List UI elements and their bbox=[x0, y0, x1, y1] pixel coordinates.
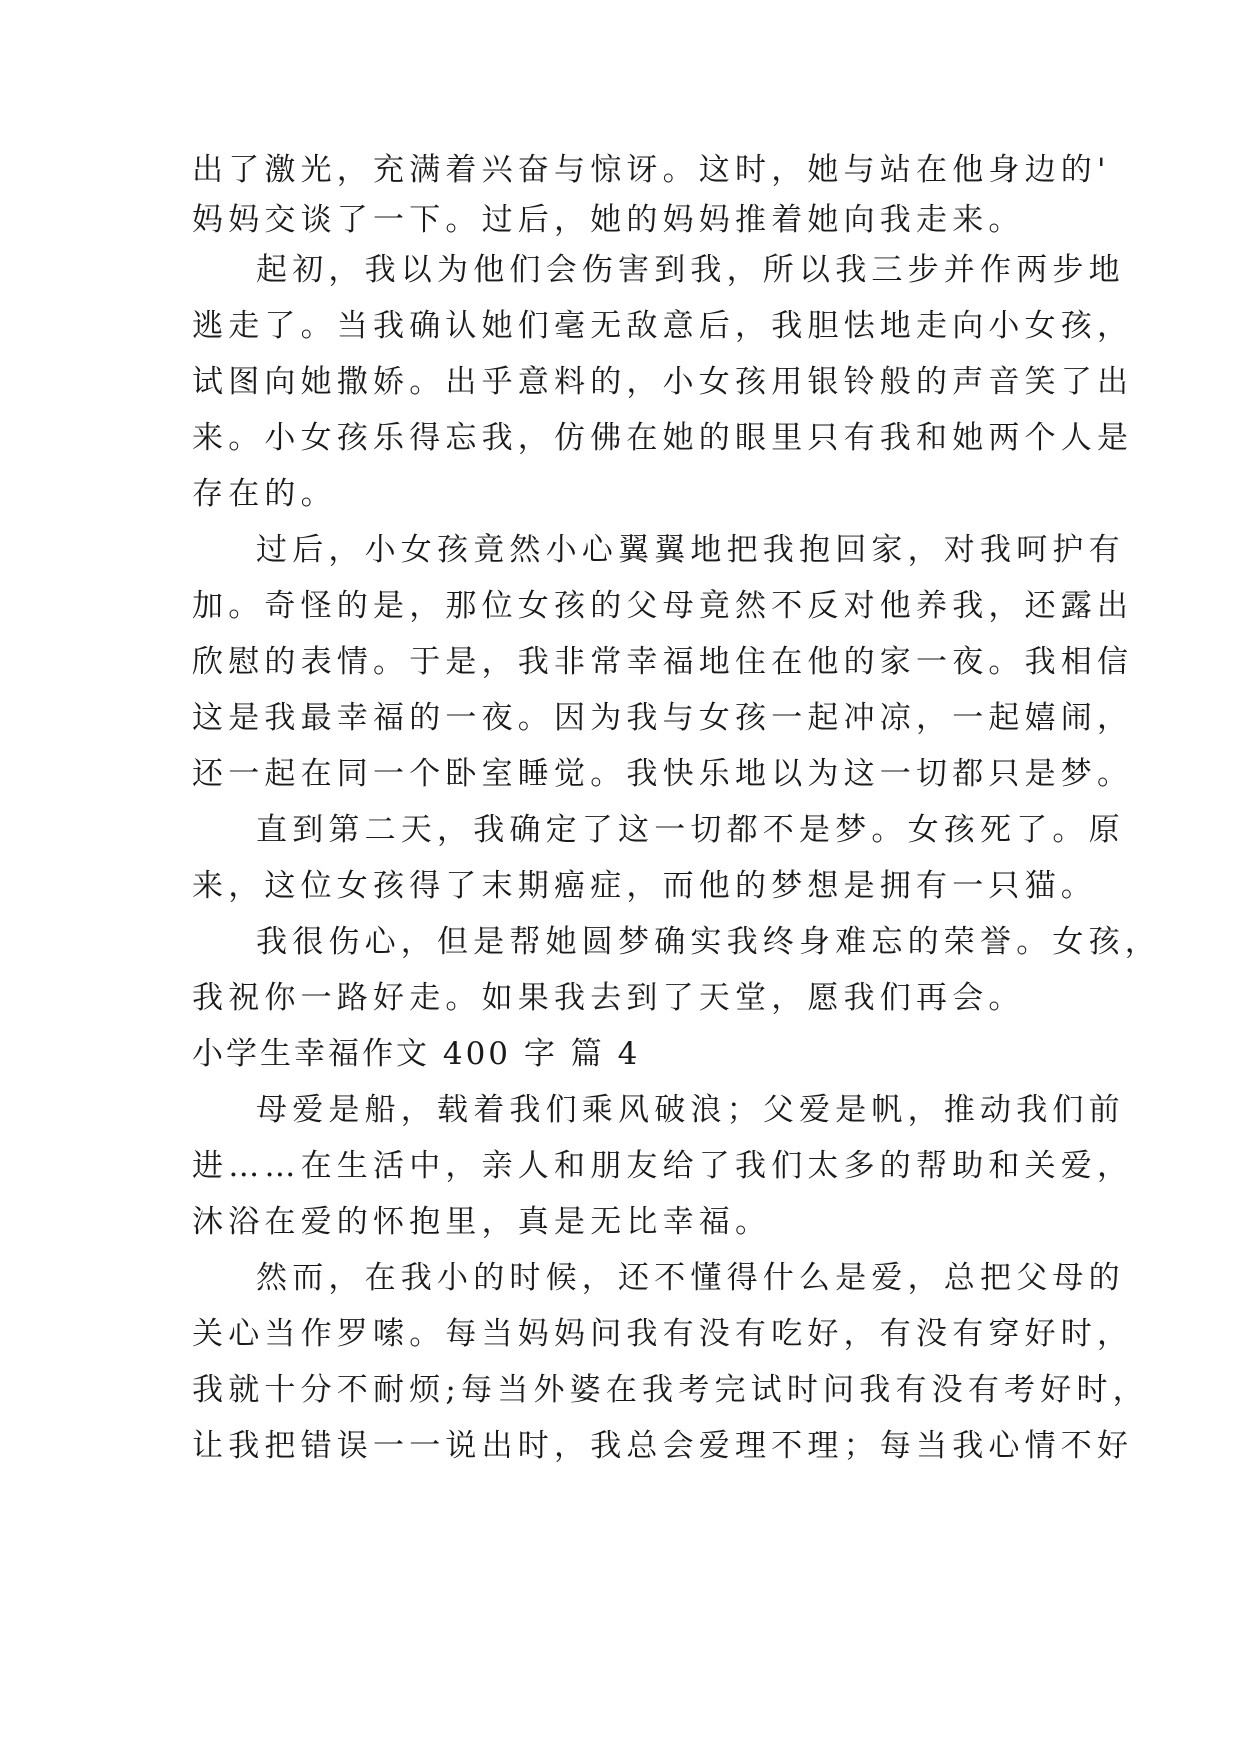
text-line: 这是我最幸福的一夜。因为我与女孩一起冲凉，一起嬉闹， bbox=[192, 700, 1134, 736]
paragraph-first-line: 我很伤心，但是帮她圆梦确实我终身难忘的荣誉。女孩， bbox=[256, 924, 1161, 960]
text-line: 我祝你一路好走。如果我去到了天堂，愿我们再会。 bbox=[192, 980, 1025, 1016]
paragraph-first-line: 过后，小女孩竟然小心翼翼地把我抱回家，对我呵护有 bbox=[256, 532, 1125, 568]
text-line: 出了激光，充满着兴奋与惊讶。这时，她与站在他身边的' bbox=[192, 152, 1111, 188]
text-line: 让我把错误一一说出时，我总会爱理不理；每当我心情不好 bbox=[192, 1428, 1134, 1464]
paragraph-first-line: 母爱是船，载着我们乘风破浪；父爱是帆，推动我们前 bbox=[256, 1092, 1125, 1128]
text-line: 还一起在同一个卧室睡觉。我快乐地以为这一切都只是梦。 bbox=[192, 756, 1134, 792]
text-line: 我就十分不耐烦;每当外婆在我考完试时问我有没有考好时， bbox=[192, 1372, 1149, 1408]
paragraph-first-line: 直到第二天，我确定了这一切都不是梦。女孩死了。原 bbox=[256, 812, 1125, 848]
text-line: 加。奇怪的是，那位女孩的父母竟然不反对他养我，还露出 bbox=[192, 588, 1134, 624]
text-line: 沐浴在爱的怀抱里，真是无比幸福。 bbox=[192, 1204, 772, 1240]
paragraph-first-line: 起初，我以为他们会伤害到我，所以我三步并作两步地 bbox=[256, 252, 1125, 288]
text-line: 欣慰的表情。于是，我非常幸福地住在他的家一夜。我相信 bbox=[192, 644, 1134, 680]
text-line: 妈妈交谈了一下。过后，她的妈妈推着她向我走来。 bbox=[192, 202, 1025, 238]
paragraph-first-line: 然而，在我小的时候，还不懂得什么是爱，总把父母的 bbox=[256, 1260, 1125, 1296]
text-line: 来，这位女孩得了末期癌症，而他的梦想是拥有一只猫。 bbox=[192, 868, 1097, 904]
text-line: 关心当作罗嗦。每当妈妈问我有没有吃好，有没有穿好时， bbox=[192, 1316, 1134, 1352]
text-line: 存在的。 bbox=[192, 476, 337, 512]
text-line: 试图向她撒娇。出乎意料的，小女孩用银铃般的声音笑了出 bbox=[192, 364, 1134, 400]
section-heading: 小学生幸福作文 400 字 篇 4 bbox=[192, 1036, 641, 1072]
text-line: 来。小女孩乐得忘我，仿佛在她的眼里只有我和她两个人是 bbox=[192, 420, 1134, 456]
text-line: 逃走了。当我确认她们毫无敌意后，我胆怯地走向小女孩， bbox=[192, 308, 1134, 344]
text-line: 进……在生活中，亲人和朋友给了我们太多的帮助和关爱， bbox=[192, 1148, 1134, 1184]
